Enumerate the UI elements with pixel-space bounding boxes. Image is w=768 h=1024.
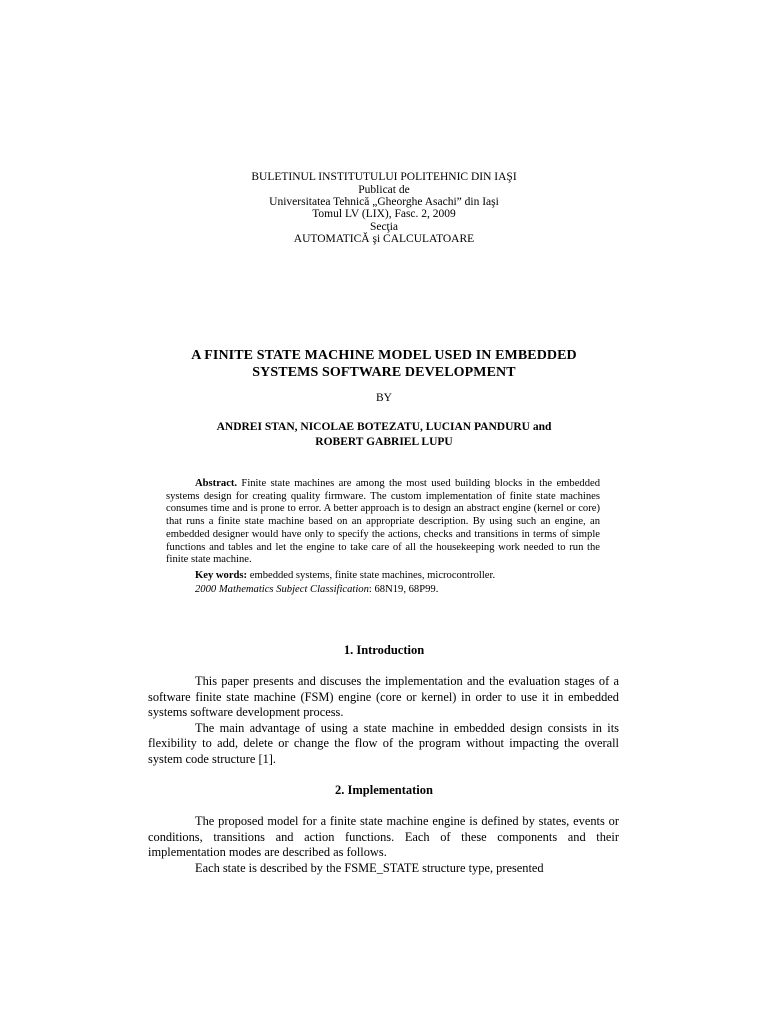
section-name: AUTOMATICĂ şi CALCULATOARE [293,233,475,245]
volume-info: Tomul LV (LIX), Fasc. 2, 2009 [312,208,456,220]
publisher-label: Publicat de [358,184,410,196]
intro-paragraph-2: The main advantage of using a state machine in embedded design consists in its flexibility to add, delete or change the flow of the program without impacting the overall system code structure [1]. [148,720,619,766]
intro-paragraph-1: This paper presents and discuses the implementation and the evaluation stages of a software finite state machine (FSM) engine (core or kernel) in order to use it in embedded systems software development process. [148,674,619,720]
impl-paragraph-2: Each state is described by the FSME_STATE structure type, presented [195,860,544,875]
section-label: Secţia [369,221,399,233]
abstract-label: Abstract. [195,478,238,489]
paper-title-line-2: SYSTEMS SOFTWARE DEVELOPMENT [252,365,516,380]
msc-classification [195,583,438,596]
msc-codes: : 68N19, 68P99. [368,584,439,595]
paper-title-line-1: A FINITE STATE MACHINE MODEL USED IN EMBEDDED [191,348,577,363]
section-title-introduction: 1. Introduction [343,643,425,657]
authors-line-2: ROBERT GABRIEL LUPU [315,436,453,448]
implementation-body [148,814,619,876]
university-name: Universitatea Tehnică „Gheorghe Asachi” din Iaşi [269,196,499,208]
abstract [166,478,600,567]
section-title-implementation: 2. Implementation [335,783,433,797]
keywords-label: Key words: [195,570,248,581]
journal-name: BULETINUL INSTITUTULUI POLITEHNIC DIN IAŞI [251,171,517,183]
keywords-text: embedded systems, finite state machines, microcontroller. [249,570,496,581]
keywords [195,569,495,582]
impl-paragraph-1: The proposed model for a finite state machine engine is defined by states, events or conditions, transitions and action functions. Each of these components and their implementation modes are described as follows. [148,814,619,860]
by-label: BY [376,392,392,404]
introduction-body [148,674,619,768]
msc-label: 2000 Mathematics Subject Classification [195,584,369,595]
abstract-text: Finite state machines are among the most used building blocks in the embedded systems design for creating quality firmware. The custom implementation of finite state machines consumes time and is prone to error. A better approach is to design an abstract engine (kernel or core) that runs a finite state machine based on an appropriate description. By using such an engine, an embedded designer would have only to specify the actions, checks and transitions in terms of simple functions and tables and let the engine to take care of all the housekeeping work needed to run the finite state machine. [166,478,600,566]
authors-line-1: ANDREI STAN, NICOLAE BOTEZATU, LUCIAN PANDURU and [216,421,552,433]
